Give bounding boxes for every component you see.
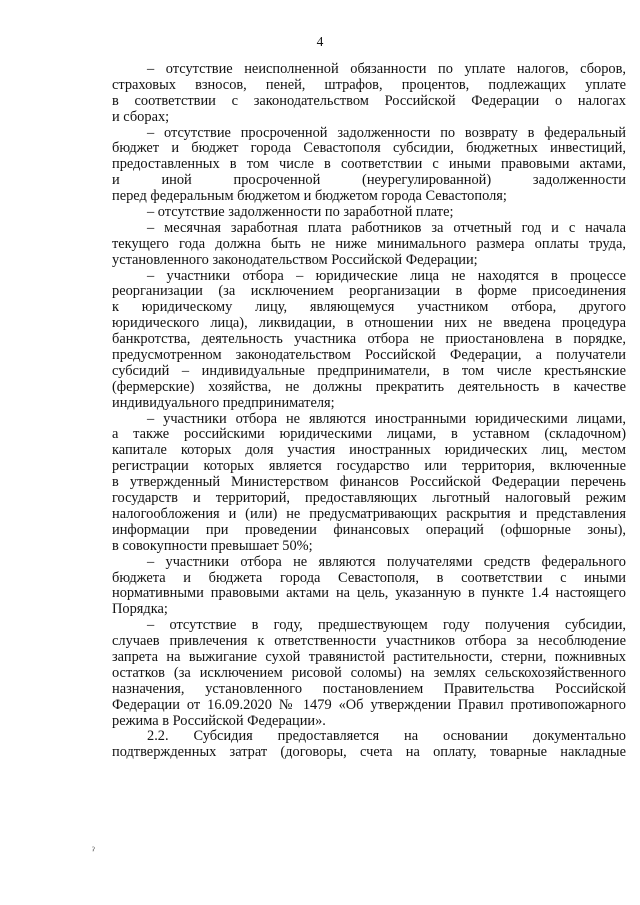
- text-line: предусмотренном законодательством Российской Федерации, а получатели: [112, 347, 626, 364]
- text-line: регистрации которых является государство или территория, включенные: [112, 458, 626, 475]
- text-line: нормативными правовыми актами на цель, указанную в пункте 1.4 настоящего: [112, 585, 626, 602]
- text-line: Федерации от 16.09.2020 № 1479 «Об утверждении Правил противопожарного: [112, 696, 626, 713]
- text-line: – месячная заработная плата работников за отчетный год и с начала: [147, 219, 626, 236]
- text-line: государств и территорий, предоставляющих льготный налоговый режим: [112, 490, 626, 507]
- text-line: капитале которых доля участия иностранных юридических лиц, местом: [112, 442, 626, 459]
- text-line: режима в Российской Федерации».: [112, 712, 326, 729]
- text-line: к юридическому лицу, являющемуся участником отбора, другого: [112, 299, 626, 316]
- text-line: – участники отбора не являются получателями средств федерального: [147, 553, 626, 570]
- text-line: – отсутствие в году, предшествующем году получения субсидии,: [147, 617, 626, 634]
- text-line: запрета на выжигание сухой травянистой растительности, стерни, пожнивных: [112, 648, 626, 665]
- text-line: назначения, установленного постановлением Правительства Российской: [112, 680, 626, 697]
- text-line: юридического лица), ликвидации, в отношении них не введена процедура: [112, 315, 626, 332]
- text-line: подтвержденных затрат (договоры, счета на оплату, товарные накладные: [112, 744, 626, 761]
- text-line: Порядка;: [112, 601, 168, 618]
- text-line: текущего года должна быть не ниже минимального размера оплаты труда,: [112, 235, 626, 252]
- text-line: бюджет и бюджет города Севастополя субсидии, бюджетных инвестиций,: [112, 140, 626, 157]
- text-line: а также российскими юридическими лицами, в уставном (складочном): [112, 426, 626, 443]
- text-line: банкротства, деятельность участника отбора не приостановлена в порядке,: [112, 331, 626, 348]
- margin-mark: ˀ: [92, 845, 95, 857]
- text-line: установленного законодательством Российской Федерации;: [112, 251, 478, 268]
- text-line: в совокупности превышает 50%;: [112, 537, 313, 554]
- text-line: случаев привлечения к ответственности участников отбора за несоблюдение: [112, 633, 626, 650]
- text-line: перед федеральным бюджетом и бюджетом города Севастополя;: [112, 188, 507, 205]
- text-line: – отсутствие просроченной задолженности по возврату в федеральный: [147, 124, 626, 141]
- text-line: и сборах;: [112, 108, 170, 125]
- text-line: и иной просроченной (неурегулированной) задолженности: [112, 172, 626, 189]
- text-line: (фермерские) хозяйства, не должны прекратить деятельность в качестве: [112, 378, 626, 395]
- text-line: 2.2. Субсидия предоставляется на основании документально: [147, 728, 626, 745]
- page-number: 4: [316, 34, 324, 49]
- text-line: в утвержденный Министерством финансов Российской Федерации перечень: [112, 474, 626, 491]
- text-line: бюджета и бюджета города Севастополя, в соответствии с иными: [112, 569, 626, 586]
- text-line: в соответствии с законодательством Российской Федерации о налогах: [112, 92, 626, 109]
- text-line: страховых взносов, пеней, штрафов, процентов, подлежащих уплате: [112, 76, 626, 93]
- text-line: – отсутствие неисполненной обязанности по уплате налогов, сборов,: [147, 61, 626, 77]
- text-line: реорганизации (за исключением реорганизации в форме присоединения: [112, 283, 626, 300]
- text-line: – участники отбора – юридические лица не находятся в процессе: [147, 267, 626, 284]
- text-line: предоставленных в том числе в соответствии с иными правовыми актами,: [112, 156, 626, 173]
- text-line: остатков (за исключением рисовой соломы) на землях сельскохозяйственного: [112, 664, 626, 681]
- text-line: информации при проведении финансовых операций (офшорные зоны),: [112, 521, 626, 538]
- document-body: [112, 62, 626, 761]
- text-line: субсидий – индивидуальные предприниматели, в том числе крестьянские: [112, 362, 626, 379]
- text-line: – участники отбора не являются иностранными юридическими лицами,: [147, 410, 626, 427]
- text-line: – отсутствие задолженности по заработной плате;: [147, 204, 454, 221]
- text-line: индивидуального предпринимателя;: [112, 394, 335, 411]
- text-line: налогообложения и (или) не предусматривающих раскрытия и представления: [112, 505, 626, 522]
